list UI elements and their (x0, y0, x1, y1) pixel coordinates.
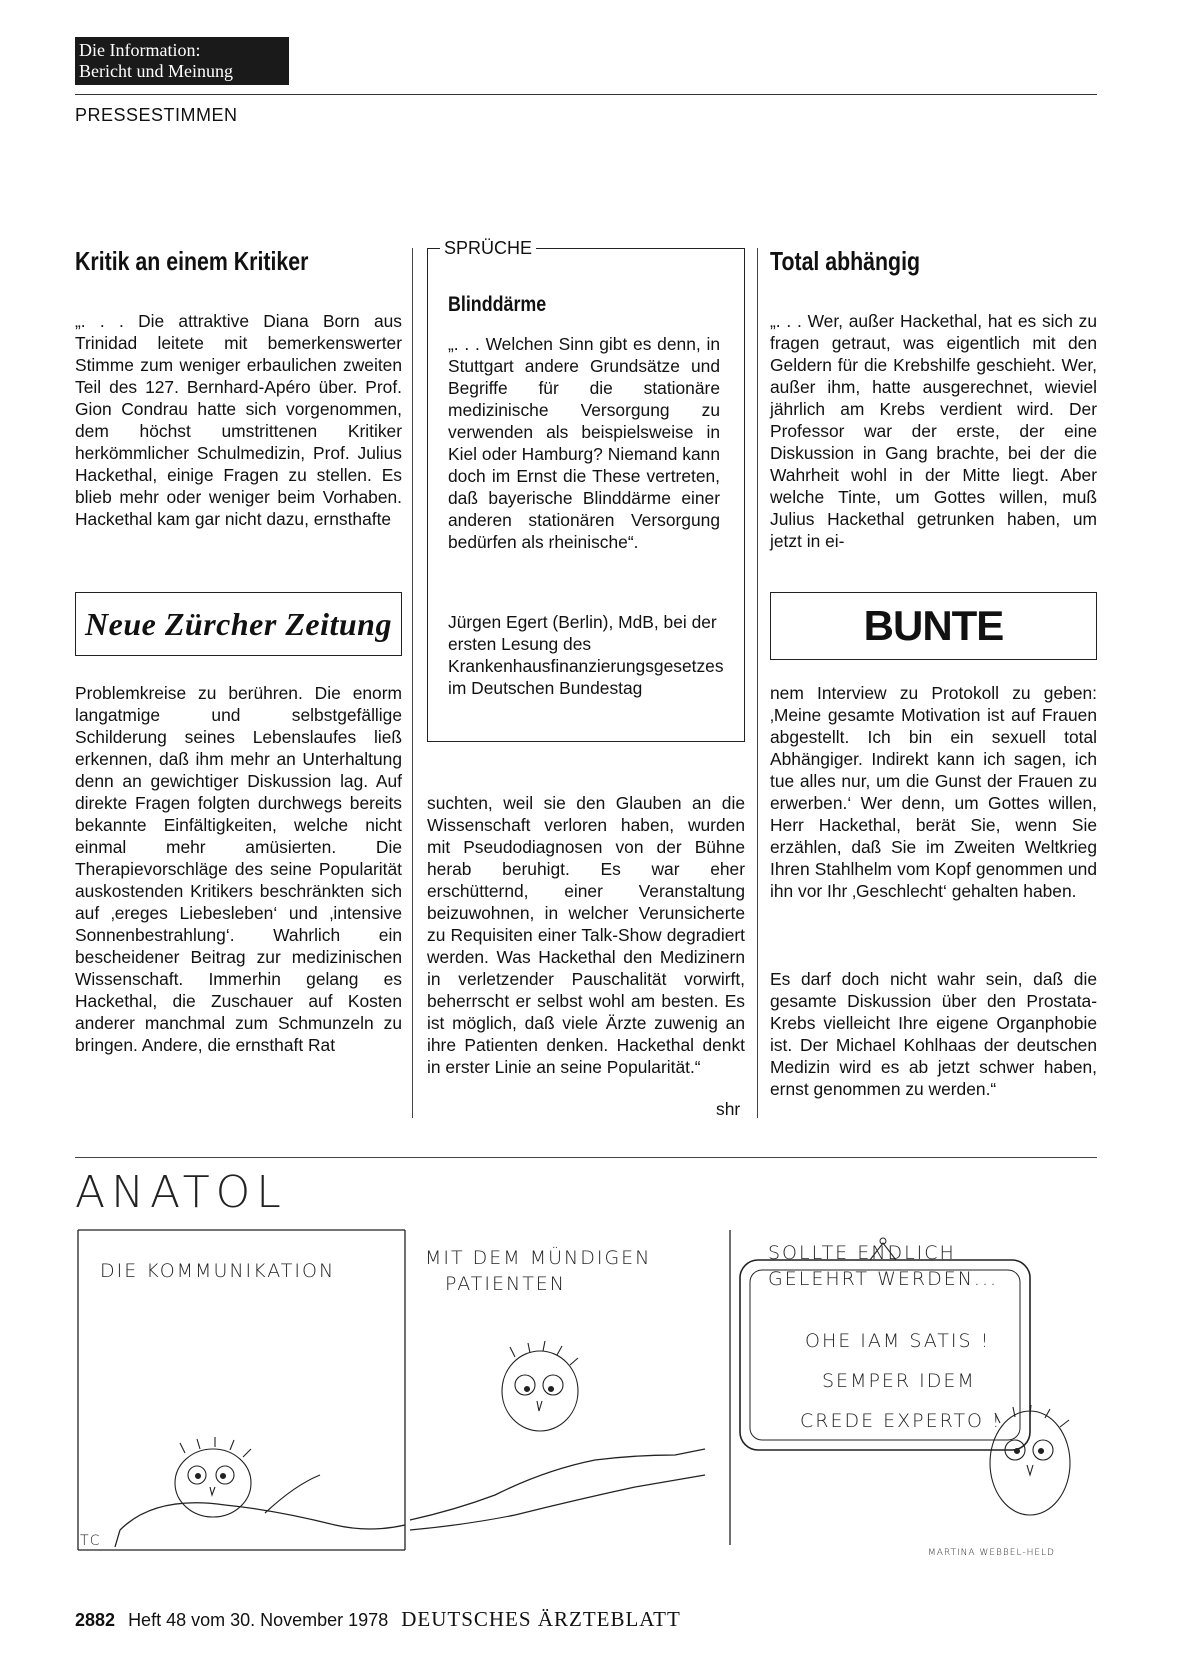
panel3-caption-2: GELEHRT WERDEN... (768, 1268, 999, 1290)
sprueche-title: Blinddärme (448, 293, 547, 316)
col1-paragraph-b: Problemkreise zu berühren. Die enorm langatmige und selbstgefällige Schilderung seines Lebenslaufes ließ erkennen, daß ihm mehr an Unterhaltung denn an gewichtiger Diskussion lag. Auf direkte Fragen folgten durchwegs bereits bekannte Einfältigkeiten, welche nicht einmal mehr amüsierten. Die Therapievorschläge des seine Popularität auskostenden Kritikers beschränkten sich auf ‚ereges Liebesleben‘ und ‚intensive Sonnenbestrahlung‘. Wahrlich ein bescheidener Beitrag zur medizinischen Wissenschaft. Immerhin gelang es Hackethal, die Zuschauer auf Kosten anderer manchmal zum Schmunzeln zu bringen. Andere, die ernsthaft Rat (75, 683, 402, 1055)
board-line-3: CREDE EXPERTO ! (800, 1410, 1002, 1432)
col3-paragraph-b: nem Interview zu Protokoll zu geben: ‚Meine gesamte Motivation ist auf Frauen abgestellt. Ich bin ein sexuell total Abhängiger. Indirekt kann ich sagen, ich tue alles nur, um die Gunst der Frauen zu erwerben.‘ Wer denn, um Gottes willen, Herr Hackethal, berät Sie, wenn Sie erzählen, daß Sie im Zweiten Weltkrieg Ihren Stahlhelm vom Kopf genommen und ihn vor Ihr ‚Geschlecht‘ gehalten haben. (770, 683, 1097, 901)
page-footer (75, 1607, 681, 1632)
bunte-logo-text: BUNTE (863, 602, 1004, 649)
col2-text (427, 792, 745, 1078)
nzz-logo (75, 592, 402, 656)
cartoon-title: ANATOL (75, 1167, 287, 1218)
bunte-logo (770, 592, 1097, 660)
column-rule-1 (412, 248, 413, 1118)
col2-signature: shr (716, 1099, 741, 1119)
panel2-caption-1: MIT DEM MÜNDIGEN (425, 1247, 652, 1269)
section-badge (75, 37, 289, 85)
page-number: 2882 (75, 1610, 116, 1630)
badge-line-1: Die Information: (79, 40, 201, 60)
col1-title: Kritik an einem Kritiker (75, 246, 309, 276)
issue-info: Heft 48 vom 30. November 1978 (128, 1610, 389, 1630)
board-line-1: OHE IAM SATIS ! (805, 1330, 991, 1352)
col3-text-b (770, 682, 1097, 902)
col1-text-a (75, 310, 402, 530)
sprueche-label: SPRÜCHE (440, 238, 536, 259)
col3-paragraph-c: Es darf doch nicht wahr sein, daß die gesamte Diskussion über den Prostata-Krebs vielleicht Ihre eigene Organphobie ist. Der Michael Kohlhaas der deutschen Medizin wird es ab jetzt schwer haben, ernst genommen zu werden.“ (770, 969, 1097, 1099)
panel2-caption-2: PATIENTEN (445, 1273, 567, 1295)
badge-line-2: Bericht und Meinung (79, 61, 233, 81)
board-line-2: SEMPER IDEM (822, 1370, 976, 1392)
panel3-caption-1: SOLLTE ENDLICH (768, 1242, 956, 1264)
magazine-name: DEUTSCHES ÄRZTEBLATT (401, 1607, 681, 1631)
sprueche-quote: „. . . Welchen Sinn gibt es denn, in Stuttgart andere Grundsätze und Begriffe für die stationäre medizinische Versorgung zu verwenden als beispielsweise in Kiel oder Hamburg? Niemand kann doch im Ernst die These vertreten, daß bayerische Blinddärme einer anderen stationären Versorgung bedürfen als rheinische“. (448, 334, 720, 552)
section-title: PRESSESTIMMEN (75, 105, 238, 125)
col3-paragraph-a: „. . . Wer, außer Hackethal, hat es sich zu fragen getraut, was eigentlich mit den Geldern für die Krebshilfe geschieht. Wer, außer ihm, hatte ausgerechnet, wieviel jährlich am Krebs verdient wird. Der Professor war der erste, der eine Diskussion in Gang brachte, bei der die Wahrheit wohl in der Mitte liegt. Aber welche Tinte, um Gottes willen, muß Julius Hackethal getrunken haben, um jetzt in ei- (770, 311, 1097, 551)
panel1-caption: DIE KOMMUNIKATION (100, 1260, 336, 1282)
cartoon-initials: TC (80, 1533, 102, 1549)
col3-text-c (770, 968, 1097, 1100)
sprueche-attribution-text: Jürgen Egert (Berlin), MdB, bei der ersten Lesung des Krankenhausfinanzierungsgesetzes im Deutschen Bundestag (448, 612, 724, 698)
sprueche-text (448, 333, 720, 553)
nzz-logo-text: Neue Zürcher Zeitung (85, 605, 392, 642)
cartoon-artist: MARTINA WEBBEL-HELD (928, 1548, 1055, 1558)
sprueche-attribution (448, 611, 724, 699)
header-rule (75, 94, 1097, 95)
col1-text-b (75, 682, 402, 1056)
column-rule-2 (757, 248, 758, 1118)
col3-title: Total abhängig (770, 246, 921, 276)
col3-text-a (770, 310, 1097, 552)
col2-paragraph: suchten, weil sie den Glauben an die Wissenschaft verloren haben, wurden mit Pseudodiagnosen von der Bühne herab beruhigt. Es war eher erschütternd, einer Veranstaltung beizuwohnen, in welcher Verunsicherte zu Requisiten einer Talk-Show degradiert werden. Was Hackethal den Medizinern in verletzender Pauschalität vorwirft, beherrscht er selbst wohl am besten. Es ist möglich, daß viele Ärzte zuwenig an ihre Patienten denken. Hackethal denkt in erster Linie an seine Popularität.“ (427, 793, 745, 1077)
col1-paragraph-a: „. . . Die attraktive Diana Born aus Trinidad leitete mit bemerkenswerter Stimme zum weniger erbaulichen zweiten Teil des 127. Bernhard-Apéro über. Prof. Gion Condrau hatte sich vorgenommen, dem höchst umstrittenen Kritiker herkömmlicher Schulmedizin, Prof. Julius Hackethal, einige Fragen zu stellen. Es blieb mehr oder weniger beim Vorhaben. Hackethal kam gar nicht dazu, ernsthafte (75, 311, 402, 529)
cartoon-rule (75, 1157, 1097, 1158)
